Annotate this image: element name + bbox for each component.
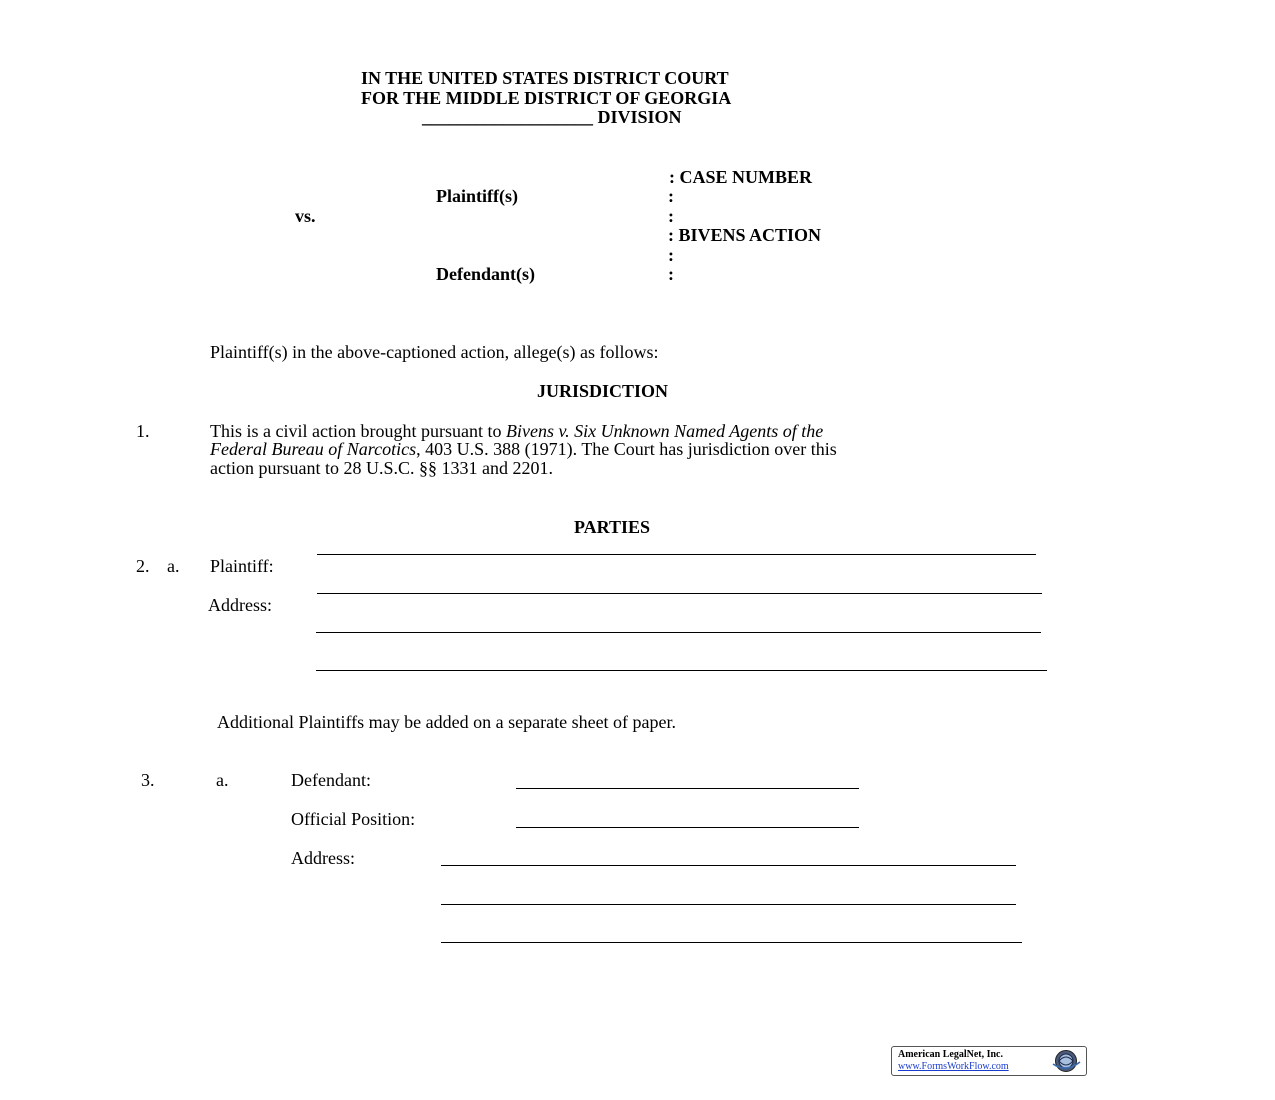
jurisdiction-text-a: This is a civil action brought pursuant to <box>210 421 506 441</box>
jurisdiction-text-b: , 403 U.S. 388 (1971). The Court has jurisdiction over this <box>416 439 837 459</box>
plaintiff-address-label: Address: <box>208 595 272 615</box>
plaintiff-address-line-3[interactable] <box>316 670 1047 671</box>
parties-heading: PARTIES <box>574 517 651 537</box>
jurisdiction-heading: JURISDICTION <box>537 381 669 401</box>
plaintiff-address-line-1[interactable] <box>317 593 1042 594</box>
item-letter-2a: a. <box>167 556 180 576</box>
footer-logo <box>891 1046 1087 1076</box>
defendant-address-line-1[interactable] <box>441 865 1016 866</box>
plaintiff-name-line[interactable] <box>317 554 1036 555</box>
defendants-label: Defendant(s) <box>436 264 535 284</box>
item-letter-3a: a. <box>216 770 229 790</box>
plaintiff-address-line-2[interactable] <box>316 632 1041 633</box>
defendant-name-line[interactable] <box>516 788 859 789</box>
caption-colon: : <box>668 245 674 265</box>
additional-plaintiffs-note: Additional Plaintiffs may be added on a separate sheet of paper. <box>217 712 677 732</box>
court-title-line1: IN THE UNITED STATES DISTRICT COURT <box>361 68 729 88</box>
logo-website-link[interactable]: www.FormsWorkFlow.com <box>898 1061 1009 1072</box>
plaintiff-label: Plaintiff: <box>210 556 274 576</box>
item-number-3: 3. <box>141 770 155 790</box>
intro-paragraph: Plaintiff(s) in the above-captioned action, allege(s) as follows: <box>210 342 659 362</box>
jurisdiction-line3: action pursuant to 28 U.S.C. §§ 1331 and 2201. <box>210 458 553 478</box>
caption-colon: : <box>668 264 674 284</box>
case-number-label: : CASE NUMBER <box>669 167 813 187</box>
jurisdiction-line2 <box>210 439 837 460</box>
court-division: ___________________ DIVISION <box>422 107 682 127</box>
logo-company-name: American LegalNet, Inc. <box>898 1049 1003 1060</box>
bivens-action-label: : BIVENS ACTION <box>668 225 822 245</box>
official-position-line[interactable] <box>516 827 859 828</box>
defendant-address-label: Address: <box>291 848 355 868</box>
case-citation-part1: Bivens v. Six Unknown Named Agents of the <box>505 421 824 441</box>
plaintiffs-label: Plaintiff(s) <box>436 186 518 206</box>
official-position-label: Official Position: <box>291 809 416 829</box>
versus-label: vs. <box>295 206 316 226</box>
defendant-label: Defendant: <box>291 770 371 790</box>
defendant-address-line-2[interactable] <box>441 904 1016 905</box>
item-number-1: 1. <box>136 421 150 441</box>
case-citation-part2: Federal Bureau of Narcotics <box>210 439 417 459</box>
caption-colon: : <box>668 186 674 206</box>
defendant-address-line-3[interactable] <box>441 942 1022 943</box>
caption-colon: : <box>668 206 674 226</box>
court-title-line2: FOR THE MIDDLE DISTRICT OF GEORGIA <box>361 88 732 108</box>
globe-icon <box>1049 1049 1083 1073</box>
item-number-2: 2. <box>136 556 150 576</box>
